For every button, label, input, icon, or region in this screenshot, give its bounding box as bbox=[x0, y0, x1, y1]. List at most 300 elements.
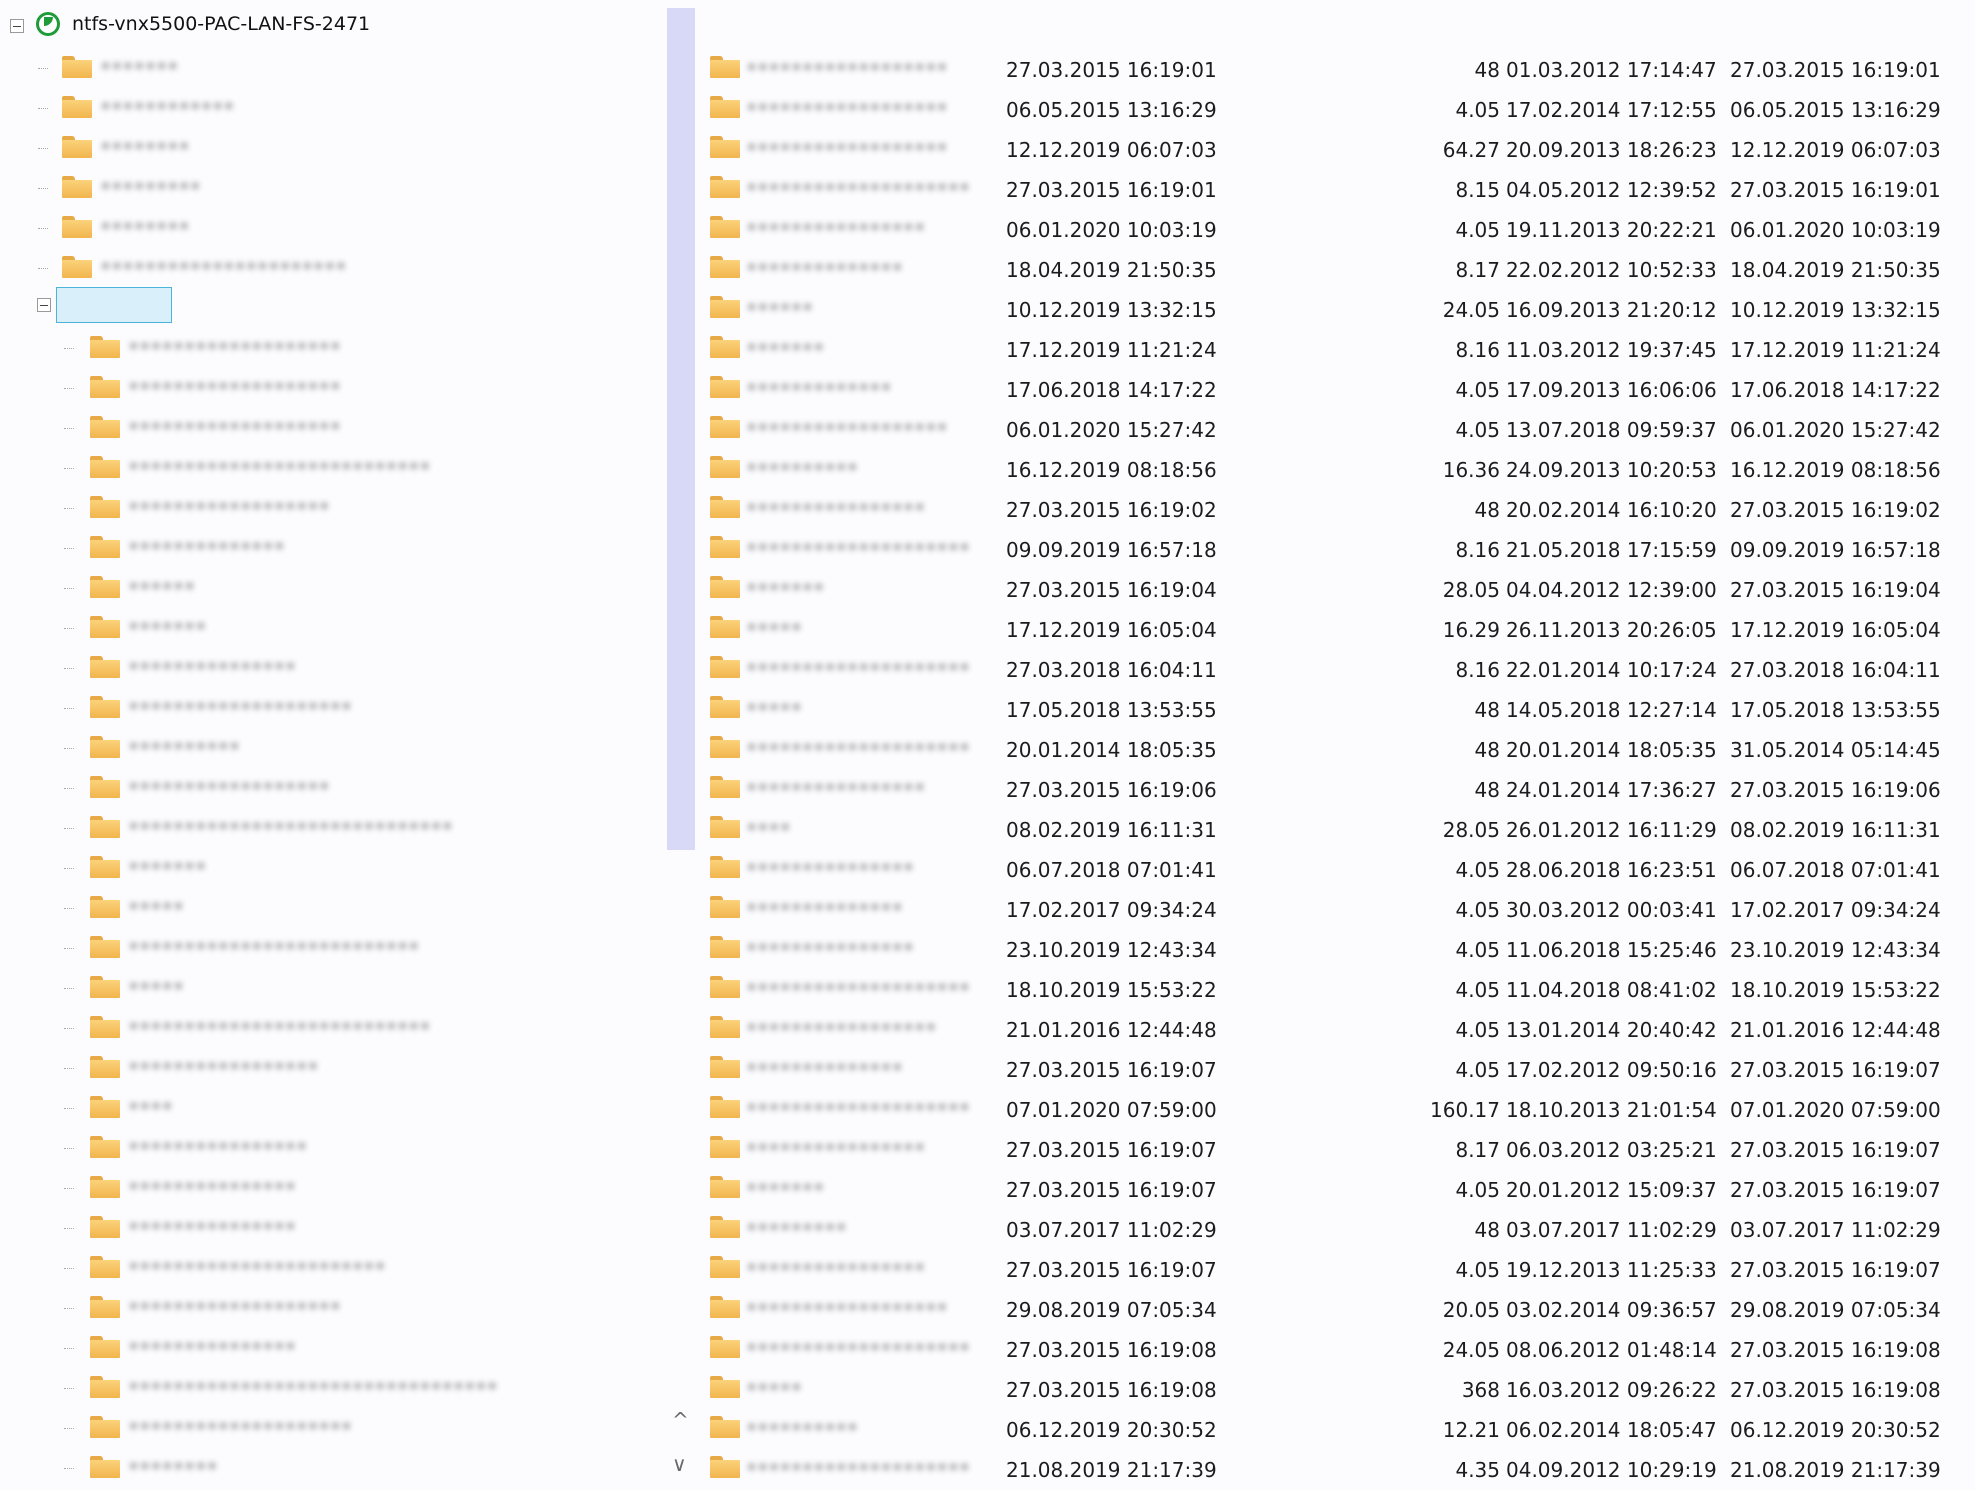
folder-name: •••••••••••••••••• bbox=[746, 1297, 948, 1319]
size-value: 24.05 bbox=[1442, 1338, 1500, 1362]
tree-item[interactable] bbox=[0, 328, 500, 368]
tree-connector bbox=[64, 508, 74, 509]
folder-icon bbox=[710, 1456, 740, 1478]
created-date: 17.02.2014 17:12:55 bbox=[1506, 98, 1717, 122]
tree-connector bbox=[64, 1148, 74, 1149]
list-item[interactable] bbox=[700, 768, 1975, 808]
folder-label: •••••••••••••••••••••••••• bbox=[128, 936, 420, 958]
size-value: 4.05 bbox=[1455, 1258, 1500, 1282]
created-date: 30.03.2012 00:03:41 bbox=[1506, 898, 1717, 922]
folder-icon bbox=[90, 1176, 120, 1198]
tree-item[interactable] bbox=[0, 648, 500, 688]
tree-connector bbox=[38, 148, 48, 149]
list-item[interactable] bbox=[700, 168, 1975, 208]
accessed-date: 27.03.2015 16:19:07 bbox=[1730, 1058, 1941, 1082]
created-date: 06.02.2014 18:05:47 bbox=[1506, 1418, 1717, 1442]
tree-item[interactable] bbox=[0, 88, 420, 128]
tree-item[interactable] bbox=[0, 688, 500, 728]
folder-label: •••••••••••• bbox=[100, 96, 235, 118]
size-value: 4.05 bbox=[1455, 858, 1500, 882]
accessed-date: 17.06.2018 14:17:22 bbox=[1730, 378, 1941, 402]
tree-item[interactable] bbox=[0, 1008, 500, 1048]
folder-icon bbox=[90, 1376, 120, 1398]
created-date: 20.09.2013 18:26:23 bbox=[1506, 138, 1717, 162]
folder-name: ••••••••• bbox=[746, 1217, 847, 1239]
created-date: 11.04.2018 08:41:02 bbox=[1506, 978, 1717, 1002]
list-item[interactable] bbox=[700, 288, 1975, 328]
tree-item[interactable] bbox=[0, 608, 500, 648]
accessed-date: 09.09.2019 16:57:18 bbox=[1730, 538, 1941, 562]
tree-item[interactable] bbox=[0, 1328, 500, 1368]
accessed-date: 21.08.2019 21:17:39 bbox=[1730, 1458, 1941, 1482]
accessed-date: 27.03.2015 16:19:02 bbox=[1730, 498, 1941, 522]
accessed-date: 06.01.2020 15:27:42 bbox=[1730, 418, 1941, 442]
folder-icon bbox=[90, 696, 120, 718]
size-value: 8.17 bbox=[1455, 1138, 1500, 1162]
folder-icon bbox=[710, 176, 740, 198]
tree-item[interactable] bbox=[0, 1448, 500, 1488]
list-item[interactable] bbox=[700, 1088, 1975, 1128]
list-item[interactable] bbox=[700, 528, 1975, 568]
accessed-date: 17.05.2018 13:53:55 bbox=[1730, 698, 1941, 722]
accessed-date: 07.01.2020 07:59:00 bbox=[1730, 1098, 1941, 1122]
list-item[interactable] bbox=[700, 368, 1975, 408]
tree-connector bbox=[38, 188, 48, 189]
tree-item[interactable] bbox=[0, 1048, 500, 1088]
tree-connector bbox=[64, 548, 74, 549]
folder-name: ••••••••••••••••• bbox=[746, 1017, 937, 1039]
folder-name: ••••••• bbox=[746, 577, 825, 599]
tree-item[interactable] bbox=[0, 1248, 500, 1288]
list-item[interactable] bbox=[700, 1208, 1975, 1248]
folder-name: •••••••••••••••••• bbox=[746, 137, 948, 159]
tree-connector bbox=[64, 1428, 74, 1429]
folder-icon bbox=[62, 56, 92, 78]
modified-date: 27.03.2015 16:19:04 bbox=[1006, 578, 1217, 602]
created-date: 18.10.2013 21:01:54 bbox=[1506, 1098, 1717, 1122]
folder-label: ••••••••••••••••••• bbox=[128, 416, 341, 438]
created-date: 13.07.2018 09:59:37 bbox=[1506, 418, 1717, 442]
accessed-date: 27.03.2015 16:19:07 bbox=[1730, 1178, 1941, 1202]
tree-connector bbox=[64, 1228, 74, 1229]
folder-label: •••••••••••••••••••• bbox=[128, 696, 353, 718]
folder-label: •••• bbox=[128, 1096, 173, 1118]
list-item[interactable] bbox=[700, 728, 1975, 768]
list-item[interactable] bbox=[700, 448, 1975, 488]
folder-tree bbox=[0, 0, 665, 1490]
accessed-date: 12.12.2019 06:07:03 bbox=[1730, 138, 1941, 162]
list-item[interactable] bbox=[700, 1168, 1975, 1208]
tree-connector bbox=[64, 588, 74, 589]
folder-icon bbox=[90, 776, 120, 798]
accessed-date: 27.03.2015 16:19:01 bbox=[1730, 58, 1941, 82]
folder-icon bbox=[710, 1416, 740, 1438]
folder-label: ••••••••••••••••••• bbox=[128, 336, 341, 358]
folder-name: •••••••••••••••••••• bbox=[746, 1457, 971, 1479]
list-item[interactable] bbox=[700, 88, 1975, 128]
accessed-date: 27.03.2015 16:19:06 bbox=[1730, 778, 1941, 802]
collapse-toggle[interactable] bbox=[37, 298, 51, 312]
folder-icon bbox=[90, 536, 120, 558]
tree-connector bbox=[64, 788, 74, 789]
modified-date: 10.12.2019 13:32:15 bbox=[1006, 298, 1217, 322]
folder-icon bbox=[90, 1256, 120, 1278]
scroll-down-icon[interactable]: ∨ bbox=[672, 1452, 687, 1476]
created-date: 28.06.2018 16:23:51 bbox=[1506, 858, 1717, 882]
tree-item[interactable] bbox=[0, 128, 420, 168]
tree-connector bbox=[64, 1468, 74, 1469]
accessed-date: 10.12.2019 13:32:15 bbox=[1730, 298, 1941, 322]
folder-icon bbox=[90, 1296, 120, 1318]
folder-icon bbox=[710, 696, 740, 718]
created-date: 16.09.2013 21:20:12 bbox=[1506, 298, 1717, 322]
list-item[interactable] bbox=[700, 1128, 1975, 1168]
size-value: 48 bbox=[1474, 778, 1500, 802]
folder-name: •••••••••••••••••• bbox=[746, 417, 948, 439]
folder-details-list bbox=[700, 0, 1975, 1490]
modified-date: 06.01.2020 10:03:19 bbox=[1006, 218, 1217, 242]
folder-name: •••••••••••••••••••• bbox=[746, 737, 971, 759]
folder-name: •••••••••••••••••••• bbox=[746, 657, 971, 679]
folder-name: •••••••••••••••• bbox=[746, 497, 926, 519]
created-date: 17.02.2012 09:50:16 bbox=[1506, 1058, 1717, 1082]
folder-label: ••••••••••••••••••• bbox=[128, 1296, 341, 1318]
folder-label: •••••••••••••••••••••• bbox=[100, 256, 347, 278]
size-value: 4.05 bbox=[1455, 1018, 1500, 1042]
tree-item[interactable] bbox=[0, 528, 500, 568]
folder-icon bbox=[710, 96, 740, 118]
modified-date: 27.03.2015 16:19:07 bbox=[1006, 1258, 1217, 1282]
folder-icon bbox=[90, 456, 120, 478]
modified-date: 27.03.2015 16:19:01 bbox=[1006, 178, 1217, 202]
size-value: 4.05 bbox=[1455, 978, 1500, 1002]
folder-name: •••• bbox=[746, 817, 791, 839]
folder-icon bbox=[710, 256, 740, 278]
tree-item[interactable] bbox=[0, 1288, 500, 1328]
list-item[interactable] bbox=[700, 1408, 1975, 1448]
modified-date: 27.03.2015 16:19:01 bbox=[1006, 58, 1217, 82]
tree-connector bbox=[64, 388, 74, 389]
modified-date: 21.08.2019 21:17:39 bbox=[1006, 1458, 1217, 1482]
folder-label: •••••••••••••••• bbox=[128, 1136, 308, 1158]
folder-icon bbox=[710, 136, 740, 158]
folder-icon bbox=[710, 1216, 740, 1238]
tree-connector bbox=[38, 68, 48, 69]
folder-label: •••••••• bbox=[100, 136, 190, 158]
folder-icon bbox=[710, 416, 740, 438]
list-item[interactable] bbox=[700, 1328, 1975, 1368]
modified-date: 06.07.2018 07:01:41 bbox=[1006, 858, 1217, 882]
list-item[interactable] bbox=[700, 808, 1975, 848]
folder-name: ••••• bbox=[746, 1377, 803, 1399]
list-item[interactable] bbox=[700, 328, 1975, 368]
size-value: 48 bbox=[1474, 498, 1500, 522]
folder-name: ••••••• bbox=[746, 1177, 825, 1199]
list-item[interactable] bbox=[700, 848, 1975, 888]
tree-item[interactable] bbox=[0, 1128, 500, 1168]
folder-icon bbox=[90, 336, 120, 358]
created-date: 19.11.2013 20:22:21 bbox=[1506, 218, 1717, 242]
accessed-date: 31.05.2014 05:14:45 bbox=[1730, 738, 1941, 762]
size-value: 4.05 bbox=[1455, 938, 1500, 962]
created-date: 01.03.2012 17:14:47 bbox=[1506, 58, 1717, 82]
modified-date: 20.01.2014 18:05:35 bbox=[1006, 738, 1217, 762]
accessed-date: 27.03.2015 16:19:04 bbox=[1730, 578, 1941, 602]
folder-name: •••••••••• bbox=[746, 457, 859, 479]
created-date: 22.01.2014 10:17:24 bbox=[1506, 658, 1717, 682]
scroll-up-icon[interactable]: ^ bbox=[672, 1408, 689, 1432]
tree-item[interactable] bbox=[0, 888, 500, 928]
tree-item[interactable] bbox=[0, 448, 500, 488]
folder-name: •••••••••••••••••• bbox=[746, 57, 948, 79]
modified-date: 27.03.2015 16:19:08 bbox=[1006, 1378, 1217, 1402]
folder-name: ••••••• bbox=[746, 337, 825, 359]
folder-label: ••••••••••••••• bbox=[128, 1336, 297, 1358]
folder-icon bbox=[90, 816, 120, 838]
list-item[interactable] bbox=[700, 928, 1975, 968]
folder-icon bbox=[710, 1016, 740, 1038]
tree-connector bbox=[64, 1308, 74, 1309]
list-item[interactable] bbox=[700, 1248, 1975, 1288]
modified-date: 09.09.2019 16:57:18 bbox=[1006, 538, 1217, 562]
created-date: 24.09.2013 10:20:53 bbox=[1506, 458, 1717, 482]
created-date: 03.07.2017 11:02:29 bbox=[1506, 1218, 1717, 1242]
tree-item[interactable] bbox=[0, 728, 500, 768]
folder-icon bbox=[710, 616, 740, 638]
created-date: 11.03.2012 19:37:45 bbox=[1506, 338, 1717, 362]
list-item[interactable] bbox=[700, 568, 1975, 608]
list-item[interactable] bbox=[700, 968, 1975, 1008]
root-label: ntfs-vnx5500-PAC-LAN-FS-2471 bbox=[72, 13, 371, 35]
folder-icon bbox=[90, 936, 120, 958]
vertical-scrollbar[interactable] bbox=[667, 8, 695, 850]
tree-item[interactable] bbox=[0, 408, 500, 448]
folder-label: ••••••••••••••••••••••••••••• bbox=[128, 816, 454, 838]
list-item[interactable] bbox=[700, 1368, 1975, 1408]
folder-name: •••••••••••••••••••• bbox=[746, 177, 971, 199]
created-date: 04.09.2012 10:29:19 bbox=[1506, 1458, 1717, 1482]
list-item[interactable] bbox=[700, 248, 1975, 288]
size-value: 16.36 bbox=[1442, 458, 1500, 482]
folder-icon bbox=[710, 936, 740, 958]
modified-date: 21.01.2016 12:44:48 bbox=[1006, 1018, 1217, 1042]
size-value: 16.29 bbox=[1442, 618, 1500, 642]
tree-item[interactable] bbox=[0, 1408, 500, 1448]
folder-icon bbox=[710, 1336, 740, 1358]
tree-item[interactable] bbox=[0, 768, 500, 808]
list-item[interactable] bbox=[700, 408, 1975, 448]
modified-date: 17.06.2018 14:17:22 bbox=[1006, 378, 1217, 402]
folder-icon bbox=[90, 1336, 120, 1358]
tree-item[interactable] bbox=[0, 968, 500, 1008]
tree-root[interactable] bbox=[0, 0, 400, 48]
list-item[interactable] bbox=[700, 208, 1975, 248]
tree-connector bbox=[38, 228, 48, 229]
tree-connector bbox=[64, 948, 74, 949]
tree-item[interactable] bbox=[0, 928, 500, 968]
created-date: 17.09.2013 16:06:06 bbox=[1506, 378, 1717, 402]
tree-item[interactable] bbox=[0, 1088, 500, 1128]
folder-label: ••••••••••••••• bbox=[128, 656, 297, 678]
folder-icon bbox=[710, 496, 740, 518]
folder-name: •••••••••• bbox=[746, 1417, 859, 1439]
tree-item[interactable] bbox=[0, 848, 500, 888]
folder-icon bbox=[710, 736, 740, 758]
folder-name: ••••••••••••• bbox=[746, 377, 892, 399]
folder-label: ••••••••••••••••••••••• bbox=[128, 1256, 386, 1278]
tree-item[interactable] bbox=[0, 248, 420, 288]
tree-connector bbox=[64, 1348, 74, 1349]
list-item[interactable] bbox=[700, 888, 1975, 928]
folder-icon bbox=[90, 416, 120, 438]
size-value: 12.21 bbox=[1442, 1418, 1500, 1442]
tree-connector bbox=[38, 268, 48, 269]
folder-label: •••••••••••••••••• bbox=[128, 496, 330, 518]
modified-date: 06.05.2015 13:16:29 bbox=[1006, 98, 1217, 122]
modified-date: 17.02.2017 09:34:24 bbox=[1006, 898, 1217, 922]
modified-date: 18.04.2019 21:50:35 bbox=[1006, 258, 1217, 282]
modified-date: 23.10.2019 12:43:34 bbox=[1006, 938, 1217, 962]
accessed-date: 08.02.2019 16:11:31 bbox=[1730, 818, 1941, 842]
folder-label: •••••••••••••••••• bbox=[128, 776, 330, 798]
tree-item[interactable] bbox=[0, 168, 420, 208]
folder-icon bbox=[62, 216, 92, 238]
folder-label: ••••• bbox=[128, 976, 185, 998]
folder-icon bbox=[710, 976, 740, 998]
list-item[interactable] bbox=[700, 688, 1975, 728]
created-date: 22.02.2012 10:52:33 bbox=[1506, 258, 1717, 282]
created-date: 06.03.2012 03:25:21 bbox=[1506, 1138, 1717, 1162]
folder-icon bbox=[710, 1296, 740, 1318]
folder-icon bbox=[710, 456, 740, 478]
size-value: 48 bbox=[1474, 1218, 1500, 1242]
tree-item[interactable] bbox=[0, 1368, 500, 1408]
modified-date: 27.03.2018 16:04:11 bbox=[1006, 658, 1217, 682]
folder-name: •••••••••••••••• bbox=[746, 217, 926, 239]
folder-icon bbox=[90, 1216, 120, 1238]
folder-label: ••••••• bbox=[100, 56, 179, 78]
modified-date: 27.03.2015 16:19:06 bbox=[1006, 778, 1217, 802]
accessed-date: 21.01.2016 12:44:48 bbox=[1730, 1018, 1941, 1042]
list-item[interactable] bbox=[700, 1048, 1975, 1088]
modified-date: 18.10.2019 15:53:22 bbox=[1006, 978, 1217, 1002]
created-date: 11.06.2018 15:25:46 bbox=[1506, 938, 1717, 962]
tree-connector bbox=[64, 828, 74, 829]
folder-name: •••••••••••••••••••• bbox=[746, 537, 971, 559]
accessed-date: 06.12.2019 20:30:52 bbox=[1730, 1418, 1941, 1442]
tree-item[interactable] bbox=[0, 48, 420, 88]
list-item[interactable] bbox=[700, 48, 1975, 88]
tree-item[interactable] bbox=[0, 808, 500, 848]
modified-date: 17.05.2018 13:53:55 bbox=[1006, 698, 1217, 722]
modified-date: 06.12.2019 20:30:52 bbox=[1006, 1418, 1217, 1442]
modified-date: 27.03.2015 16:19:08 bbox=[1006, 1338, 1217, 1362]
folder-name: •••••••••••••••• bbox=[746, 1137, 926, 1159]
folder-icon bbox=[710, 1056, 740, 1078]
tree-item[interactable] bbox=[0, 208, 420, 248]
tree-connector bbox=[64, 348, 74, 349]
list-item[interactable] bbox=[700, 1008, 1975, 1048]
folder-name: •••••••••••••••••••• bbox=[746, 1337, 971, 1359]
folder-name: ••••• bbox=[746, 617, 803, 639]
folder-icon bbox=[710, 1256, 740, 1278]
collapse-toggle[interactable] bbox=[10, 19, 24, 33]
accessed-date: 27.03.2015 16:19:07 bbox=[1730, 1138, 1941, 1162]
modified-date: 16.12.2019 08:18:56 bbox=[1006, 458, 1217, 482]
size-value: 48 bbox=[1474, 698, 1500, 722]
tree-item[interactable] bbox=[0, 488, 500, 528]
size-value: 4.05 bbox=[1455, 218, 1500, 242]
size-value: 4.05 bbox=[1455, 1178, 1500, 1202]
size-value: 20.05 bbox=[1442, 1298, 1500, 1322]
folder-icon bbox=[90, 1136, 120, 1158]
list-item[interactable] bbox=[700, 488, 1975, 528]
folder-icon bbox=[62, 136, 92, 158]
list-item[interactable] bbox=[700, 608, 1975, 648]
size-value: 8.16 bbox=[1455, 338, 1500, 362]
modified-date: 03.07.2017 11:02:29 bbox=[1006, 1218, 1217, 1242]
size-value: 8.16 bbox=[1455, 538, 1500, 562]
accessed-date: 16.12.2019 08:18:56 bbox=[1730, 458, 1941, 482]
list-item[interactable] bbox=[700, 1448, 1975, 1488]
size-value: 28.05 bbox=[1442, 578, 1500, 602]
folder-name: •••••••••••••••• bbox=[746, 1257, 926, 1279]
tree-item[interactable] bbox=[0, 1208, 500, 1248]
folder-icon bbox=[710, 336, 740, 358]
folder-icon bbox=[710, 1176, 740, 1198]
modified-date: 07.01.2020 07:59:00 bbox=[1006, 1098, 1217, 1122]
created-date: 20.01.2012 15:09:37 bbox=[1506, 1178, 1717, 1202]
modified-date: 27.03.2015 16:19:07 bbox=[1006, 1138, 1217, 1162]
folder-icon bbox=[90, 376, 120, 398]
size-value: 24.05 bbox=[1442, 298, 1500, 322]
accessed-date: 27.03.2015 16:19:01 bbox=[1730, 178, 1941, 202]
folder-label: •••••••••• bbox=[128, 736, 241, 758]
list-item[interactable] bbox=[700, 648, 1975, 688]
modified-date: 08.02.2019 16:11:31 bbox=[1006, 818, 1217, 842]
folder-icon bbox=[710, 216, 740, 238]
folder-label: ••••••• bbox=[128, 616, 207, 638]
tree-item[interactable] bbox=[0, 568, 500, 608]
created-date: 26.01.2012 16:11:29 bbox=[1506, 818, 1717, 842]
folder-label: ••••••••••••••• bbox=[128, 1216, 297, 1238]
tree-connector bbox=[64, 1068, 74, 1069]
size-value: 4.05 bbox=[1455, 898, 1500, 922]
tree-item[interactable] bbox=[0, 368, 500, 408]
network-share-icon bbox=[36, 12, 60, 36]
folder-name: •••••••••••••• bbox=[746, 1057, 903, 1079]
folder-label: ••••••••••••••••••• bbox=[128, 376, 341, 398]
created-date: 24.01.2014 17:36:27 bbox=[1506, 778, 1717, 802]
folder-name: •••••••••••••• bbox=[746, 897, 903, 919]
accessed-date: 06.01.2020 10:03:19 bbox=[1730, 218, 1941, 242]
tree-connector bbox=[64, 988, 74, 989]
size-value: 4.35 bbox=[1455, 1458, 1500, 1482]
folder-name: •••••••••••••••••• bbox=[746, 97, 948, 119]
tree-connector bbox=[64, 628, 74, 629]
folder-label: ••••• bbox=[128, 896, 185, 918]
folder-name: •••••••••••••••••••• bbox=[746, 1097, 971, 1119]
folder-icon bbox=[710, 896, 740, 918]
tree-item[interactable] bbox=[0, 1168, 500, 1208]
tree-connector bbox=[38, 108, 48, 109]
list-item[interactable] bbox=[700, 1288, 1975, 1328]
list-item[interactable] bbox=[700, 128, 1975, 168]
selected-folder-highlight[interactable] bbox=[56, 287, 172, 323]
size-value: 368 bbox=[1461, 1378, 1500, 1402]
tree-connector bbox=[64, 1108, 74, 1109]
folder-label: ••••••••••••••• bbox=[128, 1176, 297, 1198]
